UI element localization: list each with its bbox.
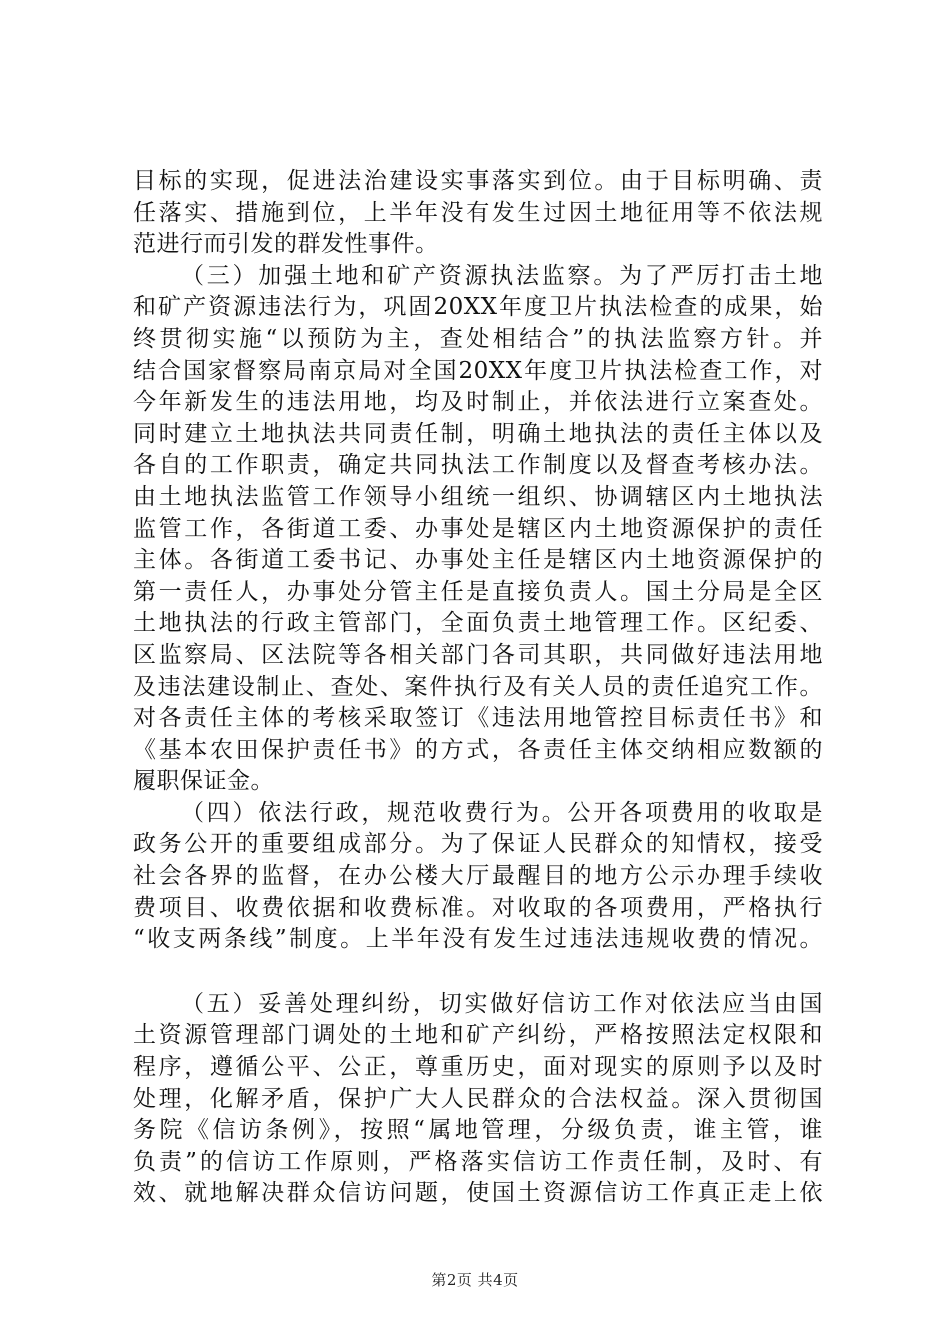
paragraph-section-4 bbox=[133, 798, 823, 956]
paragraph-continuation bbox=[133, 166, 823, 261]
text-line: 目标的实现，促进法治建设实事落实到位。由于目标明确、责 bbox=[133, 168, 823, 194]
text-line: （五）妥善处理纠纷，切实做好信访工作对依法应当由国 bbox=[181, 990, 823, 1017]
text-line: （三）加强土地和矿产资源执法监察。为了严厉打击土地 bbox=[181, 262, 823, 289]
text-line: 监管工作，各街道工委、办事处是辖区内土地资源保护的责任 bbox=[133, 515, 823, 542]
text-line: 社会各界的监督，在办公楼大厅最醒目的地方公示办理手续收 bbox=[133, 863, 823, 890]
text-line: 和矿产资源违法行为，巩固20XX年度卫片执法检查的成果，始 bbox=[133, 294, 823, 321]
text-line: 履职保证金。 bbox=[133, 768, 274, 795]
text-line: 处理，化解矛盾，保护广大人民群众的合法权益。深入贯彻国 bbox=[133, 1085, 823, 1112]
text-line: 效、就地解决群众信访问题，使国土资源信访工作真正走上依 bbox=[133, 1180, 823, 1207]
text-line: 今年新发生的违法用地，均及时制止，并依法进行立案查处。 bbox=[133, 389, 823, 416]
text-line: 土地执法的行政主管部门，全面负责土地管理工作。区纪委、 bbox=[133, 610, 823, 637]
text-line: 结合国家督察局南京局对全国20XX年度卫片执法检查工作，对 bbox=[133, 357, 823, 384]
text-line: 务院《信访条例》，按照“属地管理，分级负责，谁主管，谁 bbox=[133, 1117, 823, 1144]
text-line: （四）依法行政，规范收费行为。公开各项费用的收取是 bbox=[181, 799, 823, 826]
text-line: 对各责任主体的考核采取签订《违法用地管控目标责任书》和 bbox=[133, 705, 823, 732]
text-line: 主体。各街道工委书记、办事处主任是辖区内土地资源保护的 bbox=[133, 547, 823, 574]
text-line: 同时建立土地执法共同责任制，明确土地执法的责任主体以及 bbox=[133, 420, 823, 447]
text-line: 范进行而引发的群发性事件。 bbox=[133, 231, 439, 258]
text-line: 终贯彻实施“以预防为主，查处相结合”的执法监察方针。并 bbox=[133, 325, 823, 352]
text-line: 负责”的信访工作原则，严格落实信访工作责任制，及时、有 bbox=[133, 1148, 823, 1175]
text-line: 程序，遵循公平、公正，尊重历史，面对现实的原则予以及时 bbox=[133, 1054, 823, 1081]
paragraph-section-5 bbox=[133, 989, 823, 1210]
text-line: 《基本农田保护责任书》的方式，各责任主体交纳相应数额的 bbox=[133, 736, 823, 763]
text-line: 第一责任人，办事处分管主任是直接负责人。国土分局是全区 bbox=[133, 578, 823, 605]
text-line: 费项目、收费依据和收费标准。对收取的各项费用，严格执行 bbox=[133, 894, 823, 921]
text-line: “收支两条线”制度。上半年没有发生过违法违规收费的情况。 bbox=[133, 926, 823, 953]
paragraph-section-3 bbox=[133, 261, 823, 798]
text-line: 任落实、措施到位，上半年没有发生过因土地征用等不依法规 bbox=[133, 199, 823, 226]
document-body bbox=[133, 166, 823, 1210]
text-line: 及违法建设制止、查处、案件执行及有关人员的责任追究工作。 bbox=[133, 673, 823, 700]
text-line: 各自的工作职责，确定共同执法工作制度以及督查考核办法。 bbox=[133, 452, 823, 479]
text-line: 区监察局、区法院等各相关部门各司其职，共同做好违法用地 bbox=[133, 641, 823, 668]
text-line: 由土地执法监管工作领导小组统一组织、协调辖区内土地执法 bbox=[133, 483, 823, 510]
page-number-footer: 第2页 共4页 bbox=[431, 1271, 519, 1289]
text-line: 政务公开的重要组成部分。为了保证人民群众的知情权，接受 bbox=[133, 831, 823, 858]
text-line: 土资源管理部门调处的土地和矿产纠纷，严格按照法定权限和 bbox=[133, 1022, 823, 1049]
paragraph-gap bbox=[133, 956, 823, 989]
